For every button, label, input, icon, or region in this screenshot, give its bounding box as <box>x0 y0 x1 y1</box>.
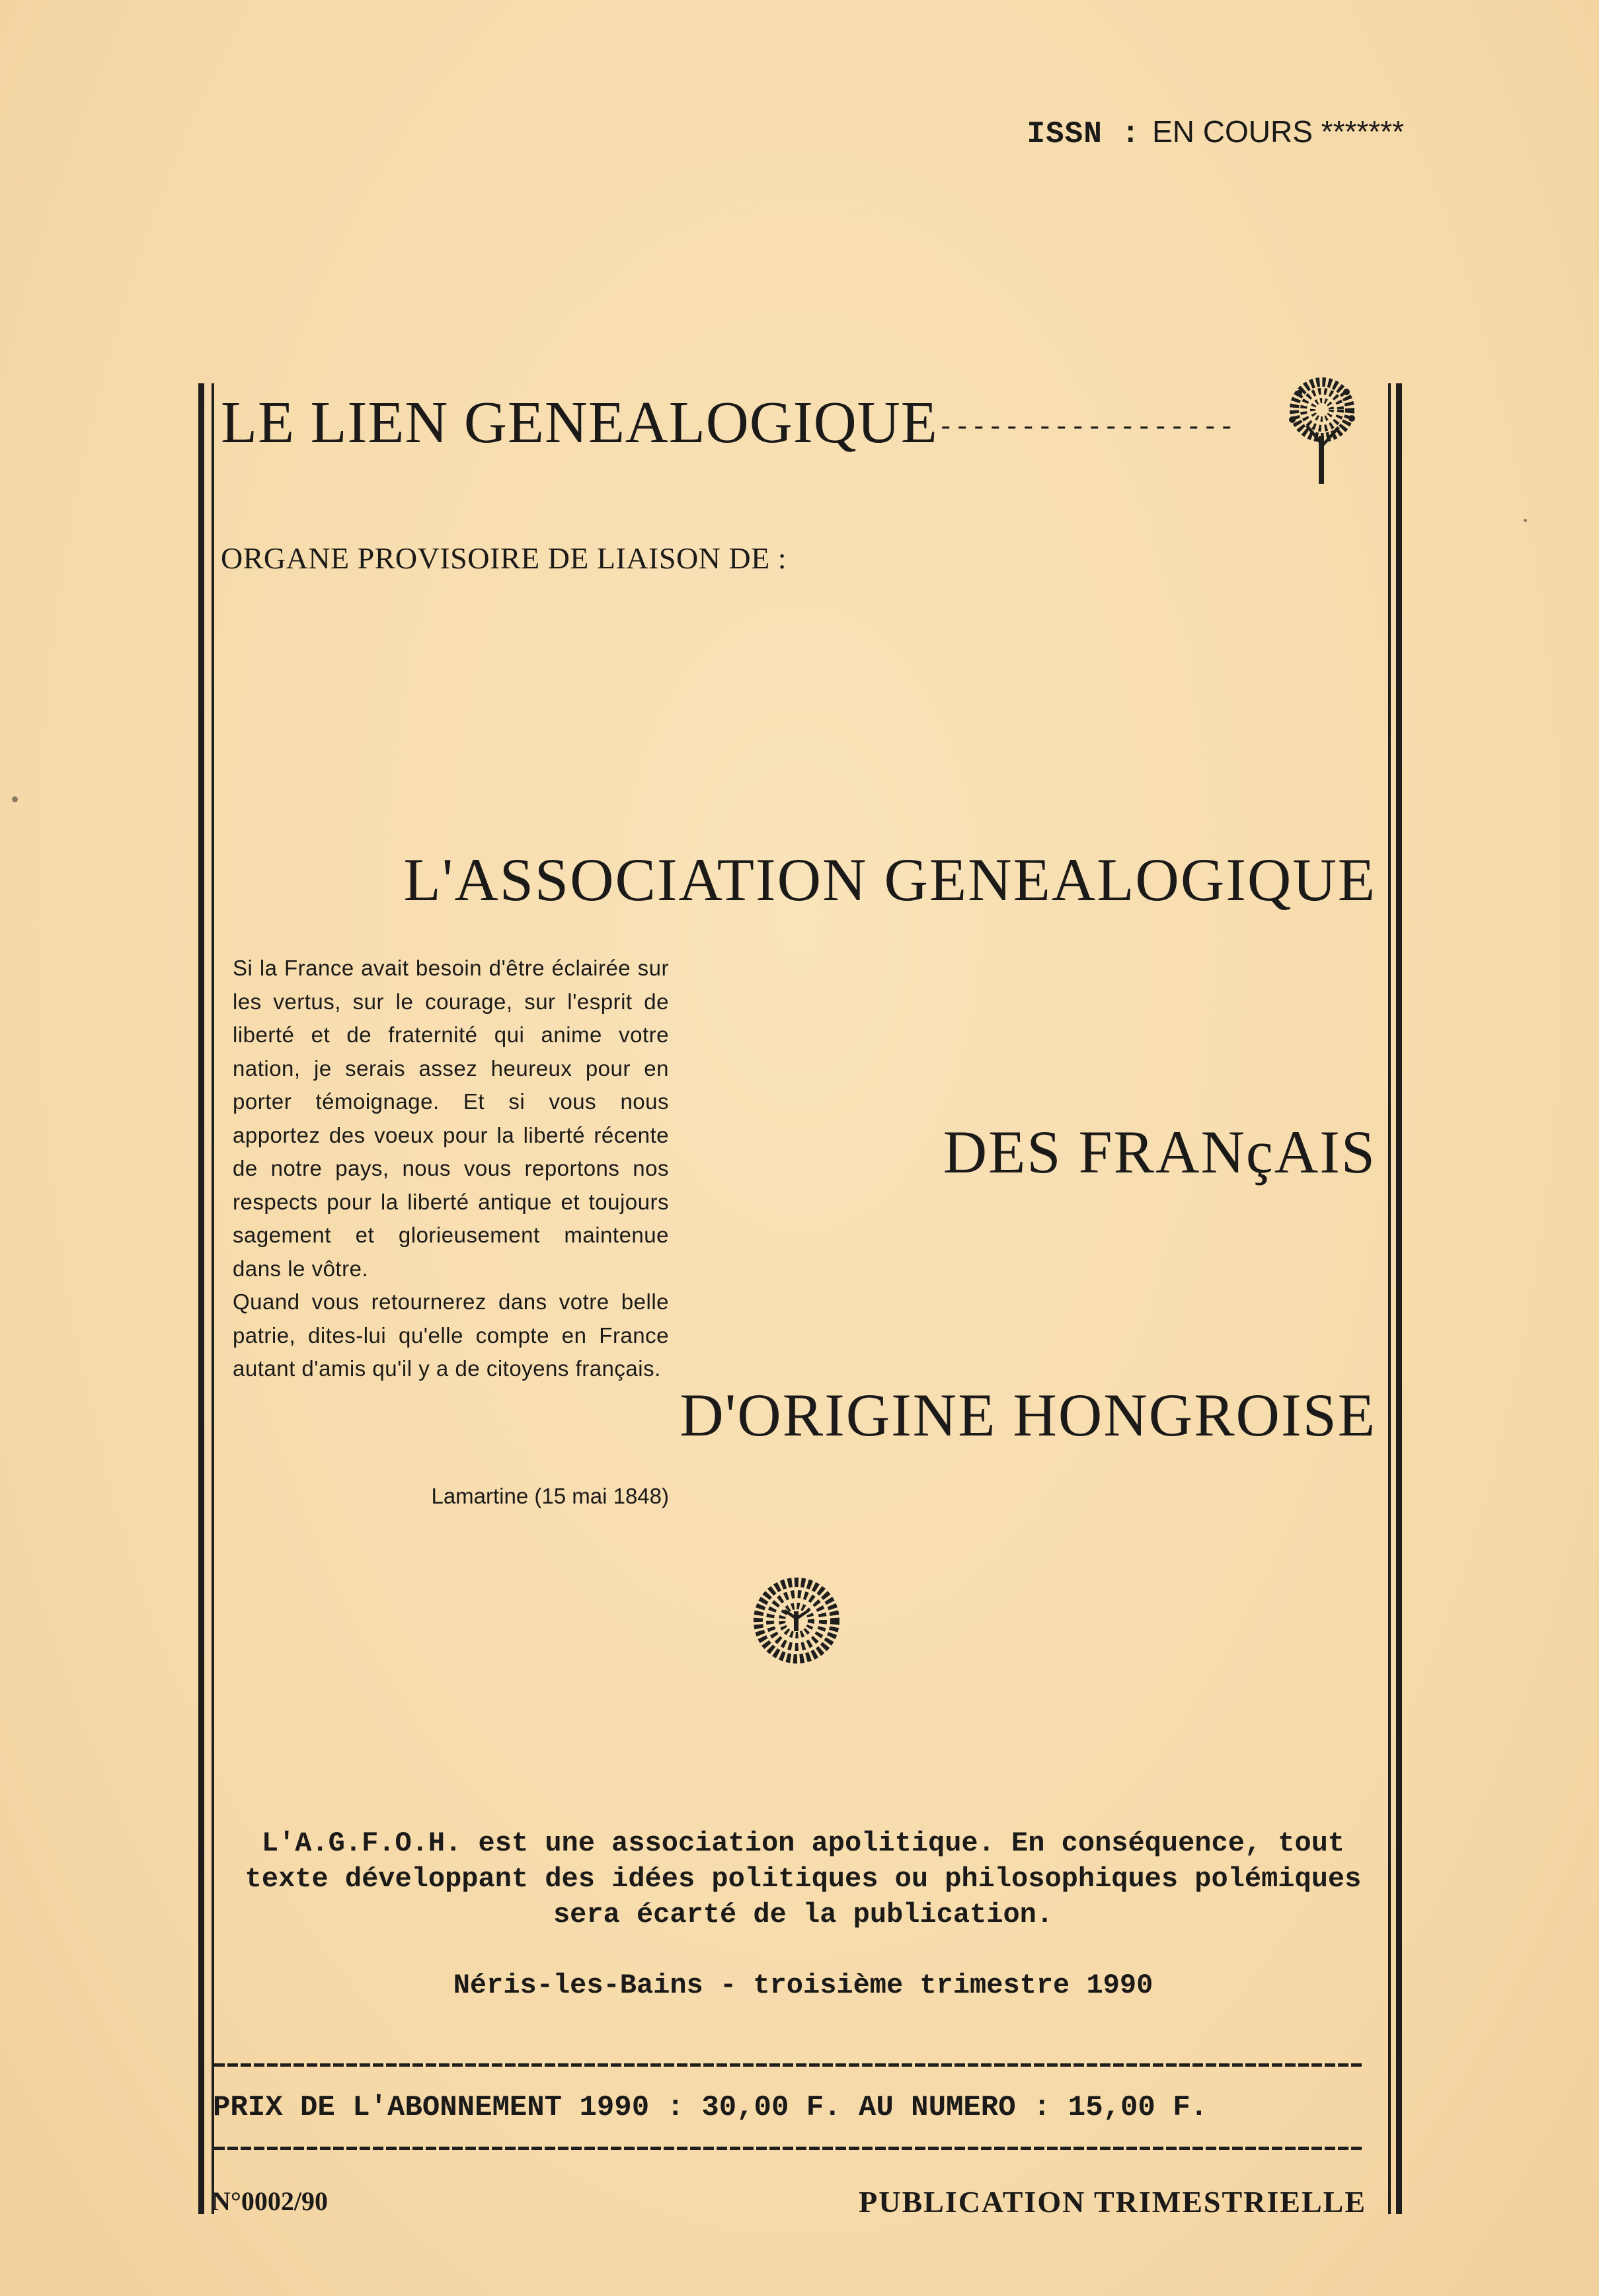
paper-speck <box>1524 519 1527 522</box>
subtitle: ORGANE PROVISOIRE DE LIAISON DE : <box>221 541 787 575</box>
place-and-date: Néris-les-Bains - troisième trimestre 1990 <box>453 1970 1153 2001</box>
frame-right-thick-rule <box>1396 383 1402 2214</box>
tree-crown-icon <box>747 1573 846 1669</box>
journal-title <box>221 390 1235 455</box>
quote-paragraph-2: Quand vous retournerez dans votre belle patrie, dites-lui qu'elle compte en France autant d'amis qu'il y a de citoyens français. <box>233 1289 669 1381</box>
paper-speck <box>12 796 18 802</box>
issn-label: ISSN : <box>1027 117 1141 151</box>
issue-number: N°0002/90 <box>212 2186 328 2216</box>
subscription-price: PRIX DE L'ABONNEMENT 1990 : 30,00 F. AU NUMERO : 15,00 F. <box>213 2091 1208 2124</box>
association-name-line-1: L'ASSOCIATION GENEALOGIQUE <box>403 846 1376 913</box>
issn-line <box>1027 114 1404 151</box>
journal-title-text: LE LIEN GENEALOGIQUE <box>221 390 938 455</box>
lamartine-quote <box>233 952 669 1386</box>
journal-title-dashes: ------------------ <box>937 413 1235 443</box>
quote-attribution: Lamartine (15 mai 1848) <box>431 1484 669 1508</box>
frame-left-thick-rule <box>198 383 204 2214</box>
political-notice: L'A.G.F.O.H. est une association apolitique. En conséquence, tout texte développant des idées politiques ou philosophiques polémiques sera écarté de la publication. <box>245 1827 1362 1931</box>
publication-frequency: PUBLICATION TRIMESTRIELLE <box>859 2185 1366 2219</box>
dashed-rule-top <box>214 2062 1364 2068</box>
dashed-rule-bottom <box>214 2145 1364 2151</box>
frame-right-thin-rule <box>1388 383 1391 2214</box>
quote-paragraph-1: Si la France avait besoin d'être éclairée sur les vertus, sur le courage, sur l'esprit de liberté et de fraternité qui anime votre nation, je serais assez heureux pour en porter témoignage. Et si vous nous apportez des voeux pour la liberté récente de notre pays, nous vous reportons nos respects pour la liberté antique et toujours sagement et glorieusement maintenue dans le vôtre. <box>233 956 669 1281</box>
association-name-line-3: D'ORIGINE HONGROISE <box>680 1381 1376 1449</box>
frame-left-thin-rule <box>212 383 214 2214</box>
association-name-line-2: DES FRANçAIS <box>943 1118 1376 1186</box>
tree-icon <box>1272 373 1372 486</box>
issn-value: EN COURS ******* <box>1152 114 1404 149</box>
